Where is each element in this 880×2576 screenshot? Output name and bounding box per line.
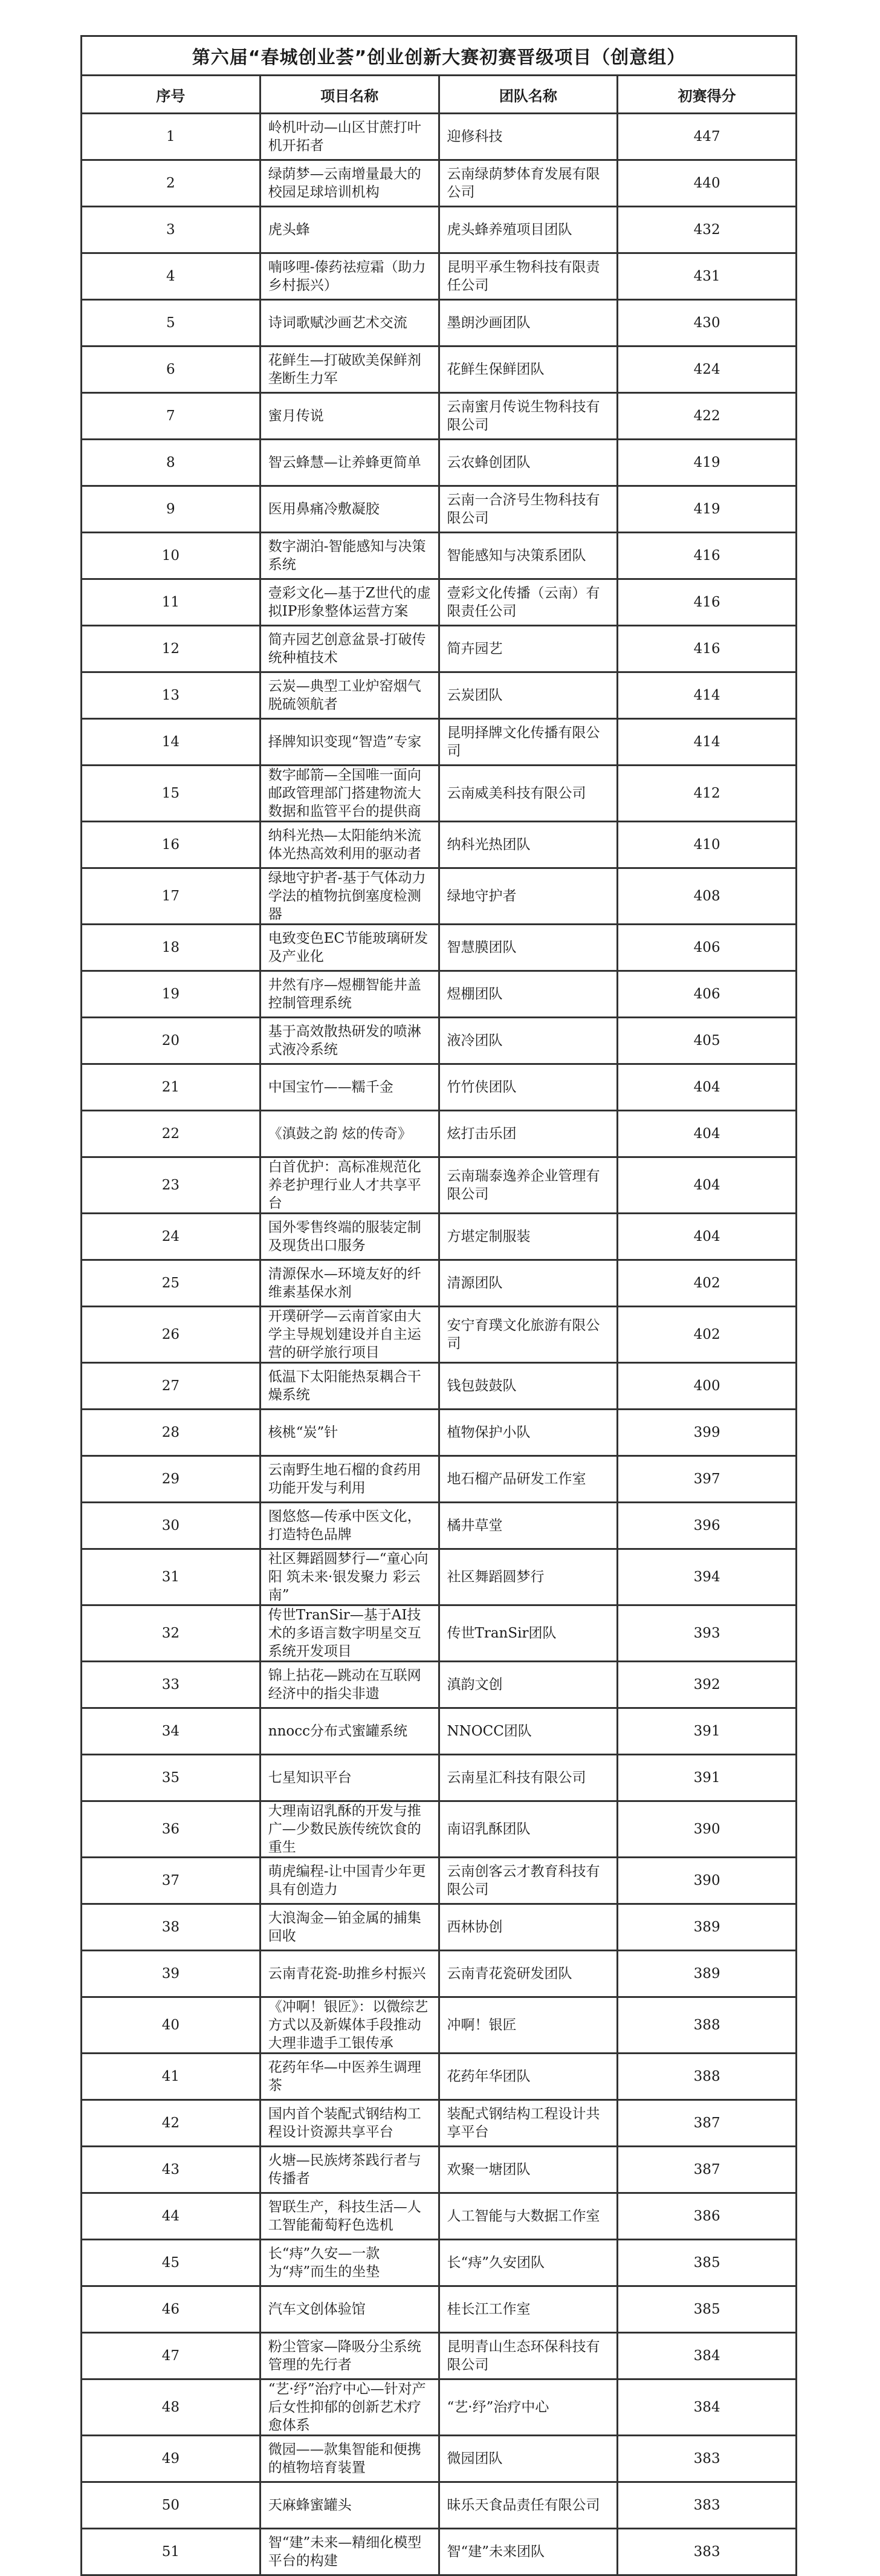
project-name: 花鲜生—打破欧美保鲜剂垄断生力军: [260, 346, 439, 393]
header-row: [82, 76, 797, 114]
row-number: 22: [82, 1111, 260, 1157]
row-number: 16: [82, 822, 260, 868]
table-row: [82, 300, 797, 346]
results-sheet: [80, 35, 797, 2576]
col-header-project: 项目名称: [260, 76, 439, 114]
row-number: 50: [82, 2482, 260, 2529]
row-number: 15: [82, 766, 260, 822]
team-name: 云南星汇科技有限公司: [439, 1755, 618, 1801]
row-number: 38: [82, 1904, 260, 1951]
score: 399: [618, 1410, 797, 1456]
project-name: 天麻蜂蜜罐头: [260, 2482, 439, 2529]
row-number: 46: [82, 2286, 260, 2333]
table-row: [82, 393, 797, 440]
project-name: 岭机叶动—山区甘蔗打叶机开拓者: [260, 114, 439, 160]
table-row: [82, 1997, 797, 2054]
row-number: 7: [82, 393, 260, 440]
table-row: [82, 925, 797, 971]
row-number: 18: [82, 925, 260, 971]
score: 402: [618, 1260, 797, 1307]
team-name: 煜棚团队: [439, 971, 618, 1018]
project-name: 开璞研学—云南首家由大学主导规划建设并自主运营的研学旅行项目: [260, 1307, 439, 1363]
table-row: [82, 1755, 797, 1801]
row-number: 21: [82, 1064, 260, 1111]
table-row: [82, 822, 797, 868]
score: 404: [618, 1157, 797, 1214]
team-name: 云南青花瓷研发团队: [439, 1951, 618, 1997]
row-number: 5: [82, 300, 260, 346]
score: 405: [618, 1018, 797, 1064]
score: 386: [618, 2193, 797, 2240]
score: 384: [618, 2379, 797, 2436]
score: 383: [618, 2529, 797, 2575]
score: 388: [618, 2054, 797, 2100]
project-name: 大理南诏乳酥的开发与推广—少数民族传统饮食的重生: [260, 1801, 439, 1858]
table-row: [82, 1111, 797, 1157]
project-name: 智联生产，科技生活—人工智能葡萄籽色选机: [260, 2193, 439, 2240]
row-number: 20: [82, 1018, 260, 1064]
score: 447: [618, 114, 797, 160]
table-row: [82, 1708, 797, 1755]
team-name: 智慧膜团队: [439, 925, 618, 971]
row-number: 27: [82, 1363, 260, 1410]
team-name: 绿地守护者: [439, 868, 618, 925]
score: 414: [618, 719, 797, 766]
row-number: 28: [82, 1410, 260, 1456]
row-number: 29: [82, 1456, 260, 1503]
score: 431: [618, 253, 797, 300]
team-name: 云南创客云才教育科技有限公司: [439, 1858, 618, 1904]
row-number: 17: [82, 868, 260, 925]
score: 404: [618, 1214, 797, 1260]
row-number: 30: [82, 1503, 260, 1549]
table-row: [82, 1214, 797, 1260]
project-name: 低温下太阳能热泵耦合干燥系统: [260, 1363, 439, 1410]
table-row: [82, 207, 797, 253]
table-row: [82, 2193, 797, 2240]
score: 416: [618, 579, 797, 626]
table-row: [82, 114, 797, 160]
project-name: 《冲啊！银匠》：以微综艺方式以及新媒体手段推动大理非遗手工银传承: [260, 1997, 439, 2054]
row-number: 39: [82, 1951, 260, 1997]
table-row: [82, 2240, 797, 2286]
project-name: 粉尘管家—降吸分尘系统管理的先行者: [260, 2333, 439, 2379]
team-name: 植物保护小队: [439, 1410, 618, 1456]
project-name: 择牌知识变现“智造”专家: [260, 719, 439, 766]
table-row: [82, 1260, 797, 1307]
project-name: 蜜月传说: [260, 393, 439, 440]
score: 390: [618, 1858, 797, 1904]
score: 393: [618, 1605, 797, 1662]
row-number: 14: [82, 719, 260, 766]
team-name: 智“建”未来团队: [439, 2529, 618, 2575]
project-name: 长“痔”久安—一款为“痔”而生的坐垫: [260, 2240, 439, 2286]
project-name: 基于高效散热研发的喷淋式液冷系统: [260, 1018, 439, 1064]
table-row: [82, 2529, 797, 2575]
row-number: 19: [82, 971, 260, 1018]
score: 408: [618, 868, 797, 925]
team-name: 方堪定制服装: [439, 1214, 618, 1260]
table-row: [82, 346, 797, 393]
table-row: [82, 1503, 797, 1549]
score: 391: [618, 1708, 797, 1755]
row-number: 11: [82, 579, 260, 626]
project-name: 数字湖泊-智能感知与决策系统: [260, 533, 439, 579]
project-name: 大浪淘金—铂金属的捕集回收: [260, 1904, 439, 1951]
row-number: 45: [82, 2240, 260, 2286]
score: 384: [618, 2333, 797, 2379]
table-row: [82, 1858, 797, 1904]
project-name: 微园——款集智能和便携的植物培育装置: [260, 2436, 439, 2482]
team-name: 云农蜂创团队: [439, 440, 618, 486]
team-name: 传世TranSir团队: [439, 1605, 618, 1662]
score: 397: [618, 1456, 797, 1503]
project-name: 国内首个装配式钢结构工程设计资源共享平台: [260, 2100, 439, 2147]
table-row: [82, 2286, 797, 2333]
row-number: 31: [82, 1549, 260, 1605]
row-number: 2: [82, 160, 260, 207]
project-name: 白首优护：高标准规范化养老护理行业人才共享平台: [260, 1157, 439, 1214]
team-name: 装配式钢结构工程设计共享平台: [439, 2100, 618, 2147]
row-number: 24: [82, 1214, 260, 1260]
score: 385: [618, 2286, 797, 2333]
table-row: [82, 486, 797, 533]
score: 412: [618, 766, 797, 822]
table-row: [82, 626, 797, 672]
table-row: [82, 160, 797, 207]
score: 390: [618, 1801, 797, 1858]
table-row: [82, 1662, 797, 1708]
team-name: 滇韵文创: [439, 1662, 618, 1708]
project-name: 汽车文创体验馆: [260, 2286, 439, 2333]
project-name: 喃哆哩-傣药祛痘霜（助力乡村振兴）: [260, 253, 439, 300]
score: 400: [618, 1363, 797, 1410]
team-name: 迎修科技: [439, 114, 618, 160]
project-name: 井然有序—煜棚智能井盖控制管理系统: [260, 971, 439, 1018]
score: 385: [618, 2240, 797, 2286]
score: 391: [618, 1755, 797, 1801]
score: 430: [618, 300, 797, 346]
row-number: 13: [82, 672, 260, 719]
score: 406: [618, 925, 797, 971]
score: 402: [618, 1307, 797, 1363]
team-name: 橘井草堂: [439, 1503, 618, 1549]
score: 404: [618, 1111, 797, 1157]
team-name: 墨朗沙画团队: [439, 300, 618, 346]
team-name: 昆明择牌文化传播有限公司: [439, 719, 618, 766]
team-name: 液冷团队: [439, 1018, 618, 1064]
table-title: 第六届“春城创业荟”创业创新大赛初赛晋级项目（创意组）: [82, 36, 797, 76]
project-name: 社区舞蹈圆梦行—“童心向阳 筑未来·银发聚力 彩云南”: [260, 1549, 439, 1605]
team-name: NNOCC团队: [439, 1708, 618, 1755]
team-name: 昧乐天食品责任有限公司: [439, 2482, 618, 2529]
score: 389: [618, 1951, 797, 1997]
team-name: 安宁育璞文化旅游有限公司: [439, 1307, 618, 1363]
team-name: 昆明平承生物科技有限责任公司: [439, 253, 618, 300]
score: 404: [618, 1064, 797, 1111]
team-name: 云南蜜月传说生物科技有限公司: [439, 393, 618, 440]
table-row: [82, 1549, 797, 1605]
row-number: 47: [82, 2333, 260, 2379]
project-name: 简卉园艺创意盆景-打破传统种植技术: [260, 626, 439, 672]
row-number: 12: [82, 626, 260, 672]
project-name: 萌虎编程-让中国青少年更具有创造力: [260, 1858, 439, 1904]
col-header-team: 团队名称: [439, 76, 618, 114]
table-row: [82, 1951, 797, 1997]
project-name: 智云蜂慧—让养蜂更简单: [260, 440, 439, 486]
row-number: 9: [82, 486, 260, 533]
table-row: [82, 2100, 797, 2147]
team-name: 长“痔”久安团队: [439, 2240, 618, 2286]
row-number: 33: [82, 1662, 260, 1708]
team-name: 清源团队: [439, 1260, 618, 1307]
score: 387: [618, 2100, 797, 2147]
project-name: 医用鼻痛冷敷凝胶: [260, 486, 439, 533]
score: 432: [618, 207, 797, 253]
project-name: 国外零售终端的服装定制及现货出口服务: [260, 1214, 439, 1260]
table-row: [82, 868, 797, 925]
project-name: 云南野生地石榴的食药用功能开发与利用: [260, 1456, 439, 1503]
team-name: 简卉园艺: [439, 626, 618, 672]
team-name: 云南威美科技有限公司: [439, 766, 618, 822]
row-number: 26: [82, 1307, 260, 1363]
score: 419: [618, 440, 797, 486]
team-name: 花药年华团队: [439, 2054, 618, 2100]
team-name: 南诏乳酥团队: [439, 1801, 618, 1858]
table-row: [82, 1307, 797, 1363]
table-row: [82, 719, 797, 766]
row-number: 37: [82, 1858, 260, 1904]
table-row: [82, 533, 797, 579]
table-row: [82, 1801, 797, 1858]
table-row: [82, 1018, 797, 1064]
score: 394: [618, 1549, 797, 1605]
score: 383: [618, 2436, 797, 2482]
team-name: 壹彩文化传播（云南）有限责任公司: [439, 579, 618, 626]
team-name: 智能感知与决策系团队: [439, 533, 618, 579]
score: 410: [618, 822, 797, 868]
table-row: [82, 440, 797, 486]
score: 440: [618, 160, 797, 207]
team-name: 花鲜生保鲜团队: [439, 346, 618, 393]
team-name: 云南一合济号生物科技有限公司: [439, 486, 618, 533]
project-name: 纳科光热—太阳能纳米流体光热高效利用的驱动者: [260, 822, 439, 868]
score: 392: [618, 1662, 797, 1708]
team-name: 桂长江工作室: [439, 2286, 618, 2333]
team-name: 人工智能与大数据工作室: [439, 2193, 618, 2240]
team-name: “艺·纾”治疗中心: [439, 2379, 618, 2436]
team-name: 纳科光热团队: [439, 822, 618, 868]
project-name: 诗词歌赋沙画艺术交流: [260, 300, 439, 346]
row-number: 25: [82, 1260, 260, 1307]
table-row: [82, 2379, 797, 2436]
table-row: [82, 579, 797, 626]
project-name: 壹彩文化—基于Z世代的虚拟IP形象整体运营方案: [260, 579, 439, 626]
row-number: 51: [82, 2529, 260, 2575]
score: 419: [618, 486, 797, 533]
project-name: 中国宝竹——糯千金: [260, 1064, 439, 1111]
project-name: 智“建”未来—精细化模型平台的构建: [260, 2529, 439, 2575]
team-name: 昆明青山生态环保科技有限公司: [439, 2333, 618, 2379]
row-number: 6: [82, 346, 260, 393]
project-name: 锦上拈花—跳动在互联网经济中的指尖非遗: [260, 1662, 439, 1708]
row-number: 23: [82, 1157, 260, 1214]
table-row: [82, 2482, 797, 2529]
project-name: 图悠悠—传承中医文化，打造特色品牌: [260, 1503, 439, 1549]
table-row: [82, 1064, 797, 1111]
table-row: [82, 971, 797, 1018]
table-row: [82, 2436, 797, 2482]
table-row: [82, 1157, 797, 1214]
table-row: [82, 1410, 797, 1456]
score: 422: [618, 393, 797, 440]
team-name: 炫打击乐团: [439, 1111, 618, 1157]
table-row: [82, 253, 797, 300]
project-name: 火塘—民族烤茶践行者与传播者: [260, 2147, 439, 2193]
row-number: 36: [82, 1801, 260, 1858]
score: 396: [618, 1503, 797, 1549]
team-name: 欢聚一塘团队: [439, 2147, 618, 2193]
project-name: nnocc分布式蜜罐系统: [260, 1708, 439, 1755]
project-name: 七星知识平台: [260, 1755, 439, 1801]
row-number: 43: [82, 2147, 260, 2193]
project-name: 传世TranSir—基于AI技术的多语言数字明星交互系统开发项目: [260, 1605, 439, 1662]
table-row: [82, 2054, 797, 2100]
project-name: 数字邮箭—全国唯一面向邮政管理部门搭建物流大数据和监管平台的提供商: [260, 766, 439, 822]
project-name: 绿地守护者-基于气体动力学法的植物抗倒塞度检测器: [260, 868, 439, 925]
team-name: 社区舞蹈圆梦行: [439, 1549, 618, 1605]
project-name: 清源保水—环境友好的纤维素基保水剂: [260, 1260, 439, 1307]
team-name: 云南绿荫梦体育发展有限公司: [439, 160, 618, 207]
team-name: 钱包鼓鼓队: [439, 1363, 618, 1410]
score: 406: [618, 971, 797, 1018]
results-table: [80, 35, 797, 2576]
table-row: [82, 1456, 797, 1503]
table-row: [82, 766, 797, 822]
row-number: 41: [82, 2054, 260, 2100]
table-row: [82, 2147, 797, 2193]
team-name: 西林协创: [439, 1904, 618, 1951]
row-number: 48: [82, 2379, 260, 2436]
table-row: [82, 1605, 797, 1662]
project-name: 花药年华—中医养生调理茶: [260, 2054, 439, 2100]
team-name: 地石榴产品研发工作室: [439, 1456, 618, 1503]
row-number: 4: [82, 253, 260, 300]
project-name: 绿荫梦—云南增量最大的校园足球培训机构: [260, 160, 439, 207]
row-number: 42: [82, 2100, 260, 2147]
row-number: 34: [82, 1708, 260, 1755]
score: 424: [618, 346, 797, 393]
project-name: 《滇鼓之韵 炫的传奇》: [260, 1111, 439, 1157]
score: 416: [618, 533, 797, 579]
col-header-no: 序号: [82, 76, 260, 114]
table-row: [82, 672, 797, 719]
table-body: [82, 114, 797, 2575]
team-name: 微园团队: [439, 2436, 618, 2482]
team-name: 冲啊！银匠: [439, 1997, 618, 2054]
score: 387: [618, 2147, 797, 2193]
row-number: 32: [82, 1605, 260, 1662]
project-name: “艺·纾”治疗中心—针对产后女性抑郁的创新艺术疗愈体系: [260, 2379, 439, 2436]
row-number: 1: [82, 114, 260, 160]
row-number: 35: [82, 1755, 260, 1801]
row-number: 44: [82, 2193, 260, 2240]
row-number: 3: [82, 207, 260, 253]
project-name: 核桃“炭”针: [260, 1410, 439, 1456]
row-number: 10: [82, 533, 260, 579]
score: 388: [618, 1997, 797, 2054]
score: 414: [618, 672, 797, 719]
table-row: [82, 2333, 797, 2379]
row-number: 40: [82, 1997, 260, 2054]
team-name: 云炭团队: [439, 672, 618, 719]
row-number: 49: [82, 2436, 260, 2482]
team-name: 虎头蜂养殖项目团队: [439, 207, 618, 253]
project-name: 云炭—典型工业炉窑烟气脱硫领航者: [260, 672, 439, 719]
table-row: [82, 1363, 797, 1410]
project-name: 虎头蜂: [260, 207, 439, 253]
score: 389: [618, 1904, 797, 1951]
score: 383: [618, 2482, 797, 2529]
score: 416: [618, 626, 797, 672]
project-name: 云南青花瓷-助推乡村振兴: [260, 1951, 439, 1997]
team-name: 云南瑞泰逸养企业管理有限公司: [439, 1157, 618, 1214]
row-number: 8: [82, 440, 260, 486]
project-name: 电致变色EC节能玻璃研发及产业化: [260, 925, 439, 971]
col-header-score: 初赛得分: [618, 76, 797, 114]
team-name: 竹竹侠团队: [439, 1064, 618, 1111]
table-row: [82, 1904, 797, 1951]
